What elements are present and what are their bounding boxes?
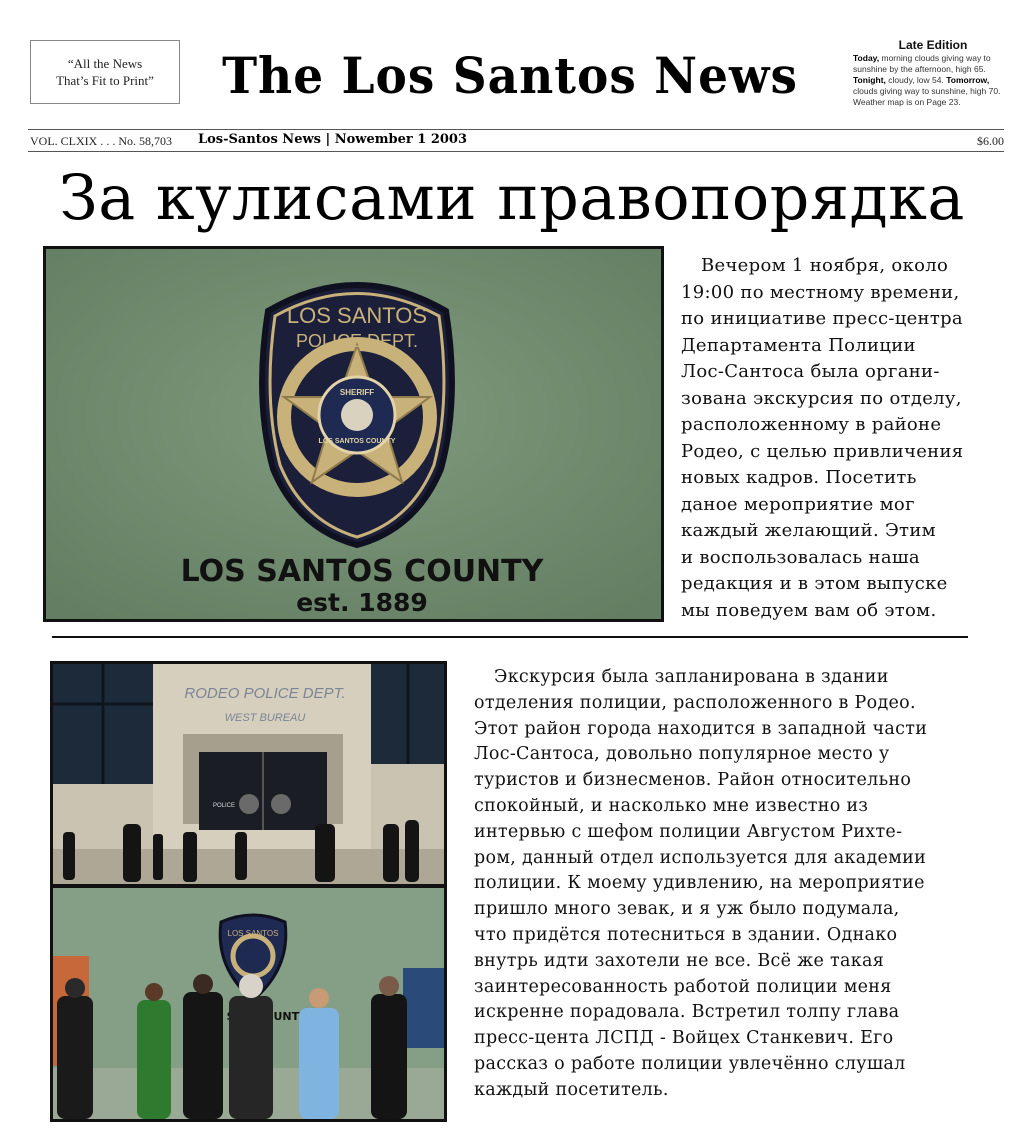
seal-bottom-text: LOS SANTOS COUNTY xyxy=(318,438,396,445)
article-paragraph-2 xyxy=(474,665,1019,1104)
dateline: Los-Santos News | Nowember 1 2003 xyxy=(198,132,468,147)
article-paragraph-1 xyxy=(681,253,1021,624)
paragraph-1-line: редакция и в этом выпуске xyxy=(681,573,948,594)
weather-tomorrow-label: Tomorrow, xyxy=(946,75,990,85)
door-label: POLICE xyxy=(213,803,236,809)
crowd-badge-text: LOS SANTOS xyxy=(227,929,279,938)
paragraph-2-line: Лос-Сантоса, довольно популярное место у xyxy=(474,744,890,765)
weather-today-text: morning clouds giving way to sunshine by the afternoon, high 65. xyxy=(853,53,991,74)
wall-est-text: est. 1889 xyxy=(296,588,428,617)
newspaper-title: The Los Santos News xyxy=(222,47,798,105)
badge-top-text: LOS SANTOS xyxy=(286,303,428,328)
paragraph-2-line: отделения полиции, расположенного в Родео. xyxy=(474,692,916,713)
headline: За кулисами правопорядка xyxy=(59,161,965,234)
paragraph-2-line: ром, данный отдел используется для академии xyxy=(474,847,927,868)
paragraph-1-line: расположенному в районе xyxy=(681,414,942,435)
weather-forecast xyxy=(853,53,1013,108)
paragraph-2-line: пресс-цента ЛСПД - Войцех Станкевич. Его xyxy=(474,1028,894,1049)
paragraph-2-line: Экскурсия была запланирована в здании xyxy=(494,667,889,687)
bottom-rule xyxy=(28,151,1004,152)
paragraph-2-line: туристов и бизнесменов. Район относительно xyxy=(474,770,912,791)
paragraph-1-line: даное мероприятие мог xyxy=(681,493,915,515)
paragraph-2-line: пришло много зевак, и я уж было подумала, xyxy=(474,899,900,920)
section-separator xyxy=(52,636,968,638)
edition-title: Late Edition xyxy=(898,38,968,52)
top-rule xyxy=(28,129,1004,130)
paragraph-1-line: и воспользовалась наша xyxy=(681,546,920,568)
paragraph-2-line: каждый посетитель. xyxy=(474,1079,669,1100)
weather-tomorrow-text: clouds giving way to sunshine, high 70. Weather map is on Page 23. xyxy=(853,86,1001,107)
paragraph-2-line: рассказ о работе полиции увлечённо слушал xyxy=(474,1053,906,1074)
paragraph-1-line: 19:00 по местному времени, xyxy=(681,281,960,303)
motto-line-2: That’s Fit to Print” xyxy=(56,73,154,88)
paragraph-2-line: спокойный, и насколько мне известно из xyxy=(474,795,869,816)
motto-line-1: “All the News xyxy=(67,56,143,71)
weather-box xyxy=(853,38,1013,108)
paragraph-2-line: заинтересованность работой полиции меня xyxy=(474,976,892,997)
wall-county-text: LOS SANTOS COUNTY xyxy=(180,554,544,589)
paragraph-1-line: по инициативе пресс-центра xyxy=(681,308,963,329)
paragraph-2-line: что придётся потесниться в здании. Однако xyxy=(474,924,898,945)
badge-photo xyxy=(43,246,664,622)
crowd-photo xyxy=(50,885,447,1122)
paragraph-1-line: каждый желающий. Этим xyxy=(681,520,936,541)
paragraph-1-line: Лос-Сантоса была органи- xyxy=(681,361,940,382)
paragraph-1-line: мы поведуем вам об этом. xyxy=(681,599,937,621)
paragraph-1-line: Департамента Полиции xyxy=(681,334,916,356)
weather-tonight-text: cloudy, low 54. xyxy=(885,75,944,85)
paragraph-2-line: Этот район города находится в западной части xyxy=(474,718,928,739)
paragraph-1-line: новых кадров. Посетить xyxy=(681,467,917,488)
paragraph-1-line: зована экскурсия по отделу, xyxy=(681,387,962,409)
seal-top-text: SHERIFF xyxy=(339,388,375,397)
crowd-wall-text: COUNTY xyxy=(256,1010,308,1023)
building-photo xyxy=(50,661,447,887)
paragraph-2-line: полиции. К моему удивлению, на мероприятие xyxy=(474,873,925,894)
paragraph-1-line: Вечером 1 ноября, около xyxy=(701,255,949,276)
motto-box xyxy=(30,40,180,104)
paragraph-2-line: внутрь идти захотели не все. Всё же такая xyxy=(474,950,885,971)
weather-tonight-label: Tonight, xyxy=(853,75,886,85)
badge-mid-text: POLICE DEPT. xyxy=(295,331,419,351)
paragraph-2-line: интервью с шефом полиции Августом Рихте- xyxy=(474,821,903,842)
building-sign-line-2: WEST BUREAU xyxy=(224,712,306,724)
price: $6.00 xyxy=(977,134,1004,148)
volume-number: VOL. CLXIX . . . No. 58,703 xyxy=(30,134,172,148)
paragraph-1-line: Родео, с целью привличения xyxy=(681,440,964,462)
paragraph-2-line: искренне порадовала. Встретил толпу глава xyxy=(474,1002,900,1023)
weather-today-label: Today, xyxy=(853,53,880,63)
building-sign-line-1: RODEO POLICE DEPT. xyxy=(184,685,346,702)
issue-info-row xyxy=(30,131,1004,151)
